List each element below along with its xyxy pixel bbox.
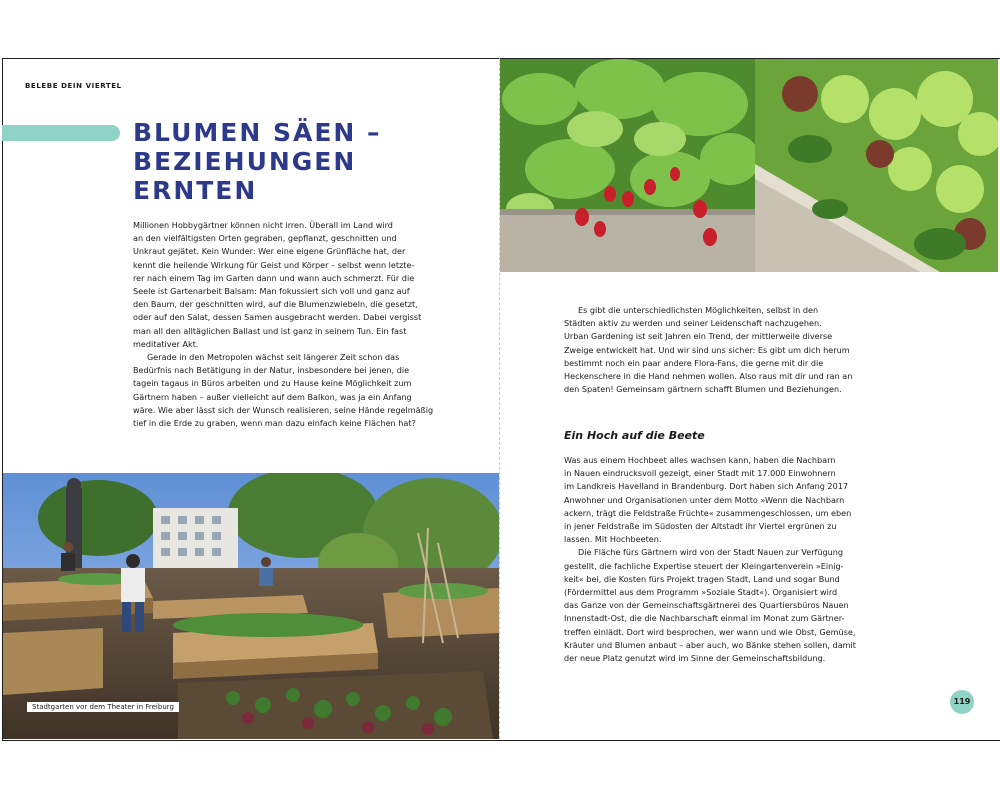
- text-line: das Ganze von der Gemeinschaftsgärtnerei des Quartiersbüros Nauen: [564, 600, 849, 611]
- text-line: rer nach einem Tag im Garten dann und wann auch schmerzt. Für die: [133, 272, 415, 283]
- text-line: gestellt, die fachliche Expertise steuert der Kleingartenverein »Einig-: [564, 560, 844, 571]
- text-line: Es gibt die unterschiedlichsten Möglichkeiten, selbst in den: [578, 305, 819, 315]
- text-line: Seele ist Gartenarbeit Balsam: Man fokussiert sich voll und ganz auf: [133, 286, 410, 297]
- text-line: Gerade in den Metropolen wächst seit längerer Zeit schon das: [147, 352, 400, 363]
- text-line: Heckenschere in die Hand nehmen wollen. Also raus mit dir und ran an: [564, 371, 853, 382]
- text-line: in jener Feldstraße im Südosten der Altstadt ihr Viertel ergrünen zu: [564, 521, 837, 532]
- text-line: Städten aktiv zu werden und seiner Leidenschaft nachzugehen.: [564, 318, 822, 329]
- text-line: ackern, trägt die Feldstraße Früchte« zusammengeschlossen, um eben: [564, 507, 852, 518]
- garden-photo-illustration: [3, 473, 499, 739]
- right-intro-text: [564, 304, 852, 396]
- text-line: Innenstadt-Ost, die die Nachbarschaft einmal im Monat zum Gärtner-: [564, 613, 845, 624]
- text-line: Kräuter und Blumen anbaut – aber auch, wo Bänke stehen sollen, damit: [564, 639, 856, 650]
- text-line: oder auf den Salat, dessen Samen ausgebracht werden. Dabei vergisst: [133, 312, 422, 323]
- text-line: man all den alltäglichen Ballast und ist ganz in seinem Tun. Ein fast: [133, 325, 407, 336]
- running-head: BELEBE DEIN VIERTEL: [25, 82, 122, 90]
- raised-beds-photo-illustration: [500, 59, 998, 272]
- text-line: kennt die heilende Wirkung für Geist und Körper – selbst wenn letzte-: [133, 259, 415, 270]
- raised-beds-photo: [500, 59, 998, 272]
- text-line: Bedürfnis nach Betätigung in der Natur, insbesondere bei jenen, die: [133, 365, 410, 376]
- text-line: (Fördermittel aus dem Programm »Soziale Stadt«). Organisiert wird: [564, 587, 838, 598]
- text-line: den Spaten! Gemeinsam gärtnern schafft Blumen und Beziehungen.: [564, 384, 842, 395]
- text-line: Urban Gardening ist seit Jahren ein Trend, der mittlerweile diverse: [564, 331, 833, 342]
- text-line: bestimmt noch ein paar andere Flora-Fans, die gerne mit dir die: [564, 357, 824, 368]
- text-line: Die Fläche fürs Gärtnern wird von der Stadt Nauen zur Verfügung: [578, 547, 844, 558]
- chapter-title-line: BLUMEN SÄEN –: [133, 118, 382, 147]
- text-line: Millionen Hobbygärtner können nicht irren. Überall im Land wird: [133, 220, 393, 230]
- section-subheading: Ein Hoch auf die Beete: [564, 429, 705, 442]
- right-body-text: [564, 454, 856, 665]
- text-line: treffen einlädt. Dort wird besprochen, wer wann und wie Obst, Gemüse,: [564, 626, 856, 637]
- text-line: der neue Platz genutzt wird im Sinne der Gemeinschaftsbildung.: [564, 653, 826, 664]
- left-body-text: [133, 219, 433, 430]
- chapter-title: [133, 118, 433, 205]
- title-accent-bar: [2, 125, 120, 141]
- text-line: Zweige entwickelt hat. Und wir sind uns sicher: Es gibt um dich herum: [564, 344, 850, 355]
- text-line: tief in die Erde zu graben, wenn man dazu einfach keine Flächen hat?: [133, 418, 416, 429]
- text-line: tagein tagaus in Büros arbeiten und zu Hause keine Möglichkeit zum: [133, 378, 412, 389]
- text-line: Gärtnern haben – außer vielleicht auf dem Balkon, was ja ein Anfang: [133, 391, 412, 402]
- text-line: Was aus einem Hochbeet alles wachsen kann, haben die Nachbarn: [564, 455, 836, 465]
- text-line: den Baum, der geschnitten wird, auf die Blumenzwiebeln, die gesetzt,: [133, 299, 418, 310]
- text-line: in Nauen eindrucksvoll gezeigt, einer Stadt mit 17.000 Einwohnern: [564, 468, 836, 479]
- chapter-title-line: BEZIEHUNGEN: [133, 147, 357, 176]
- text-line: lassen. Mit Hochbeeten.: [564, 534, 662, 545]
- text-line: wäre. Wie aber lässt sich der Wunsch realisieren, seine Hände regelmäßig: [133, 404, 434, 415]
- chapter-title-line: ERNTEN: [133, 176, 258, 205]
- text-line: keit« bei, die Kosten fürs Projekt tragen Stadt, Land und sogar Bund: [564, 573, 840, 584]
- page-number-badge: 119: [950, 690, 974, 714]
- text-line: im Landkreis Havelland in Brandenburg. Dort haben sich Anfang 2017: [564, 481, 849, 492]
- garden-photo: [3, 473, 499, 739]
- text-line: meditativer Akt.: [133, 338, 199, 349]
- text-line: an den vielfältigsten Orten gegraben, gepflanzt, geschnitten und: [133, 233, 397, 244]
- text-line: Unkraut gejätet. Kein Wunder: Wer eine eigene Grünfläche hat, der: [133, 246, 406, 257]
- photo-caption: Stadtgarten vor dem Theater in Freiburg: [27, 702, 179, 712]
- text-line: Anwohner und Organisationen unter dem Motto »Wenn die Nachbarn: [564, 494, 845, 505]
